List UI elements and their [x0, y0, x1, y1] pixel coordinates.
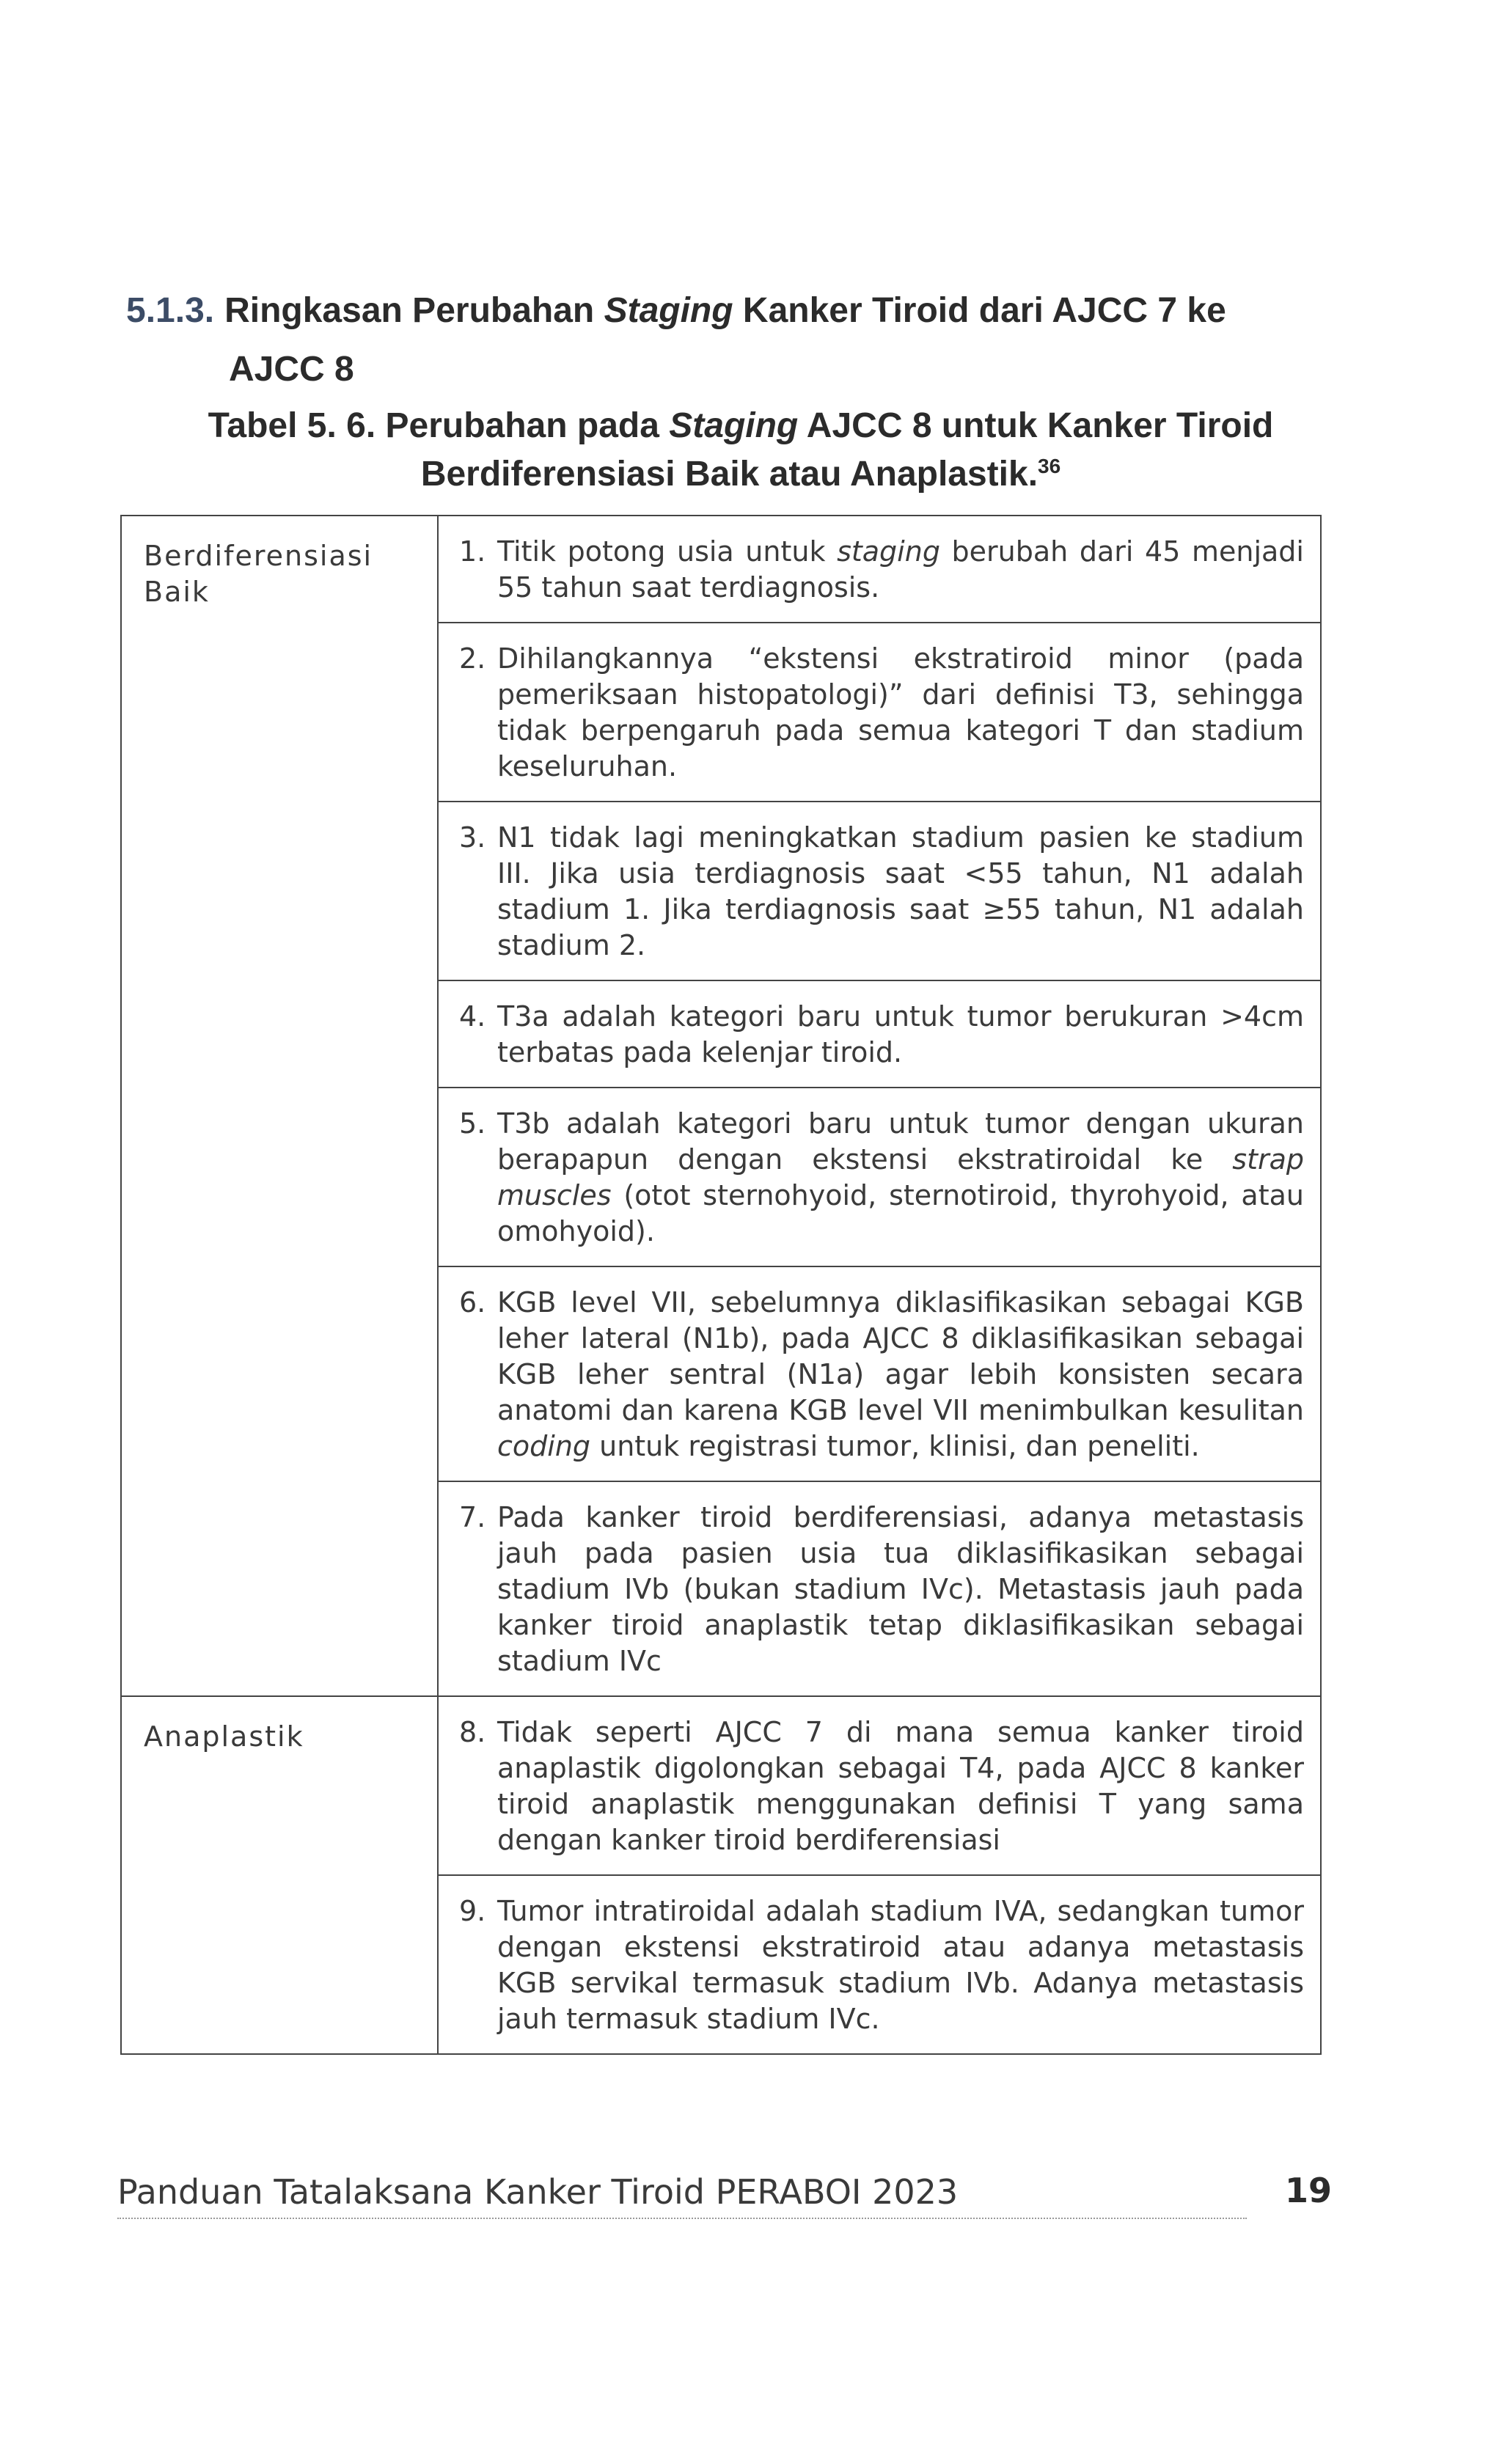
staging-item-cell [438, 516, 1321, 623]
caption-line1-part1: Tabel 5. 6. Perubahan pada [208, 406, 670, 445]
item-number: 8. [459, 1716, 486, 1748]
caption-line2: Berdiferensiasi Baik atau Anaplastik. [420, 455, 1038, 494]
item-number: 3. [459, 821, 486, 854]
item-text [497, 641, 1304, 785]
category-anaplastic: Anaplastik [121, 1696, 438, 2054]
item-text-main: Tumor intratiroidal adalah stadium IVA, sedangkan tumor dengan ekstensi ekstratiroid atau adanya metastasis KGB servikal termasuk stadium IVb. Adanya metastasis jauh termasuk stadium IVc. [497, 1895, 1304, 2035]
item-text-rest: (otot sternohyoid, sternotiroid, thyrohyoid, atau omohyoid). [497, 1179, 1304, 1247]
staging-item-cell [438, 1875, 1321, 2054]
section-number: 5.1.3. [126, 291, 215, 330]
item-text [497, 999, 1304, 1071]
item-text [497, 820, 1304, 964]
staging-changes-table [120, 515, 1322, 2055]
item-text-main: Titik potong usia untuk [497, 535, 838, 568]
item-text-main: T3b adalah kategori baru untuk tumor dengan ukuran berapapun dengan ekstensi ekstratiroidal ke [497, 1107, 1304, 1176]
item-text-main: KGB level VII, sebelumnya diklasifikasikan sebagai KGB leher lateral (N1b), pada AJCC 8 diklasifikasikan sebagai KGB leher sentral (N1a) agar lebih konsisten secara anatomi dan karena KGB level VII menimbulkan kesulitan [497, 1286, 1304, 1426]
item-text [497, 1285, 1304, 1464]
section-heading [126, 282, 1373, 399]
category-differentiated [121, 516, 438, 1696]
item-text [497, 534, 1304, 606]
table-row [121, 1696, 1321, 1875]
table-row [121, 516, 1321, 623]
item-number: 5. [459, 1107, 486, 1140]
item-text-italic: strap muscles [497, 1143, 1304, 1211]
staging-item-cell [438, 1481, 1321, 1696]
item-text-main: Dihilangkannya “ekstensi ekstratiroid minor (pada pemeriksaan histopatologi)” dari definisi T3, sehingga tidak berpengaruh pada semua kategori T dan stadium keseluruhan. [497, 642, 1304, 782]
item-text-main: Tidak seperti AJCC 7 di mana semua kanker tiroid anaplastik digolongkan sebagai T4, pada AJCC 8 kanker tiroid anaplastik menggunakan definisi T yang sama dengan kanker tiroid berdiferensiasi [497, 1716, 1304, 1856]
section-title-italic: Staging [604, 291, 733, 330]
item-text [497, 1500, 1304, 1679]
item-text-main: Pada kanker tiroid berdiferensiasi, adanya metastasis jauh pada pasien usia tua diklasifikasikan sebagai stadium IVb (bukan stadium IVc). Metastasis jauh pada kanker tiroid anaplastik tetap diklasifikasikan sebagai stadium IVc [497, 1501, 1304, 1677]
item-text-italic: coding [497, 1430, 591, 1462]
item-number: 6. [459, 1286, 486, 1319]
staging-item-cell [438, 1696, 1321, 1875]
category-label-line: Baik [144, 576, 210, 608]
staging-item-cell [438, 623, 1321, 802]
page-footer: Panduan Tatalaksana Kanker Tiroid PERABOI 2023 [117, 2172, 1247, 2219]
item-text [497, 1106, 1304, 1250]
page-number: 19 [1285, 2171, 1333, 2210]
category-label-line: Berdiferensiasi [144, 540, 373, 572]
section-title-part1: Ringkasan Perubahan [224, 291, 604, 330]
item-text [497, 1893, 1304, 2037]
item-number: 4. [459, 1000, 486, 1033]
staging-item-cell [438, 1088, 1321, 1266]
item-text-rest: berubah dari 45 menjadi 55 tahun saat terdiagnosis. [497, 535, 1304, 604]
caption-reference: 36 [1038, 455, 1061, 477]
table-caption [147, 402, 1335, 499]
item-text-main: T3a adalah kategori baru untuk tumor berukuran >4cm terbatas pada kelenjar tiroid. [497, 1000, 1304, 1068]
item-number: 9. [459, 1895, 486, 1927]
staging-item-cell [438, 802, 1321, 980]
item-text-rest: untuk registrasi tumor, klinisi, dan peneliti. [590, 1430, 1200, 1462]
item-number: 7. [459, 1501, 486, 1533]
staging-item-cell [438, 980, 1321, 1088]
staging-item-cell [438, 1266, 1321, 1481]
item-number: 1. [459, 535, 486, 568]
item-text [497, 1715, 1304, 1858]
item-number: 2. [459, 642, 486, 675]
caption-line1-italic: Staging [669, 406, 799, 445]
caption-line1-part2: AJCC 8 untuk Kanker Tiroid [798, 406, 1274, 445]
item-text-main: N1 tidak lagi meningkatkan stadium pasien ke stadium III. Jika usia terdiagnosis saat <55 tahun, N1 adalah stadium 1. Jika terdiagnosis saat ≥55 tahun, N1 adalah stadium 2. [497, 821, 1304, 961]
item-text-italic: staging [837, 535, 940, 568]
section-title-line2: AJCC 8 [229, 350, 354, 389]
section-title-part2: Kanker Tiroid dari AJCC 7 ke [733, 291, 1226, 330]
